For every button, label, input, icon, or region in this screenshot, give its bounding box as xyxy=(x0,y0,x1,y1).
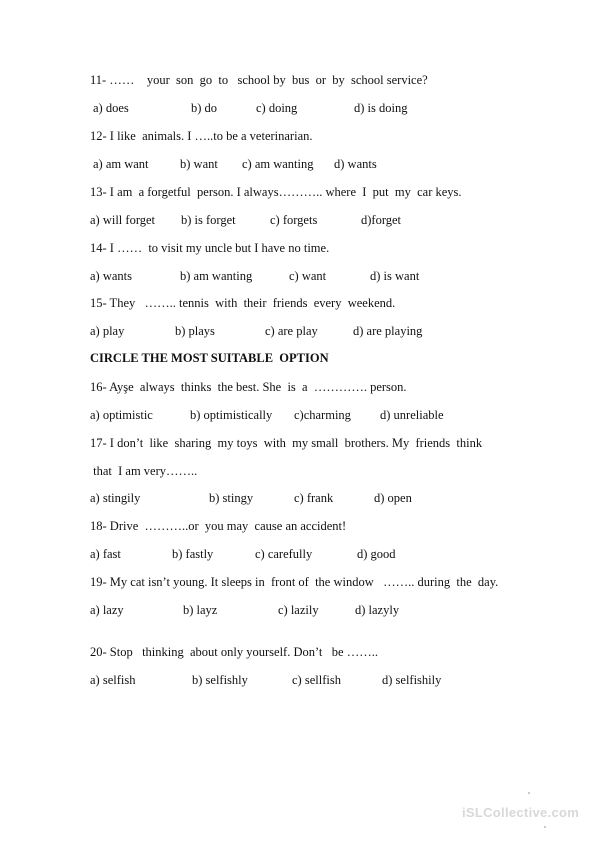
q12-option-b: b) want xyxy=(180,157,218,171)
question-19-stem: 19- My cat isn’t young. It sleeps in front of the window …….. during the day. xyxy=(90,575,499,589)
q13-option-a: a) will forget xyxy=(90,213,156,227)
q14-option-b: b) am wanting xyxy=(180,269,253,283)
q20-option-b: b) selfishly xyxy=(192,673,248,687)
question-13-stem: 13- I am a forgetful person. I always……….. where I put my car keys. xyxy=(90,185,462,199)
q12-option-c: c) am wanting xyxy=(242,157,314,171)
q17-option-c: c) frank xyxy=(294,491,334,505)
q18-option-d: d) good xyxy=(357,547,396,561)
question-15-stem: 15- They …….. tennis with their friends every weekend. xyxy=(90,296,396,310)
section-heading: CIRCLE THE MOST SUITABLE OPTION xyxy=(90,351,329,365)
q11-option-d: d) is doing xyxy=(354,101,408,115)
q11-option-c: c) doing xyxy=(256,101,298,115)
q17-option-d: d) open xyxy=(374,491,412,505)
q17-option-b: b) stingy xyxy=(209,491,254,505)
q15-option-d: d) are playing xyxy=(353,324,423,338)
q20-option-c: c) sellfish xyxy=(292,673,341,687)
q20-option-d: d) selfishily xyxy=(382,673,442,687)
q15-option-b: b) plays xyxy=(175,324,215,338)
question-17-stem: 17- I don’t like sharing my toys with my small brothers. My friends think xyxy=(90,436,483,450)
q16-option-d: d) unreliable xyxy=(380,408,444,422)
q18-option-b: b) fastly xyxy=(172,547,214,561)
decorative-dot xyxy=(528,792,530,794)
question-16-stem: 16- Ayşe always thinks the best. She is a …………. person. xyxy=(90,380,407,394)
q16-option-c: c)charming xyxy=(294,408,351,422)
q15-option-a: a) play xyxy=(90,324,125,338)
q16-option-a: a) optimistic xyxy=(90,408,153,422)
q17-option-a: a) stingily xyxy=(90,491,141,505)
q19-option-b: b) layz xyxy=(183,603,218,617)
q20-option-a: a) selfish xyxy=(90,673,136,687)
q13-option-c: c) forgets xyxy=(270,213,318,227)
watermark-logo: iSLCollective.com xyxy=(462,805,580,820)
question-12-stem: 12- I like animals. I …..to be a veterinarian. xyxy=(90,129,313,143)
decorative-dot xyxy=(544,826,546,828)
q13-option-d: d)forget xyxy=(361,213,402,227)
q13-option-b: b) is forget xyxy=(181,213,236,227)
q12-option-a: a) am want xyxy=(93,157,149,171)
q19-option-c: c) lazily xyxy=(278,603,319,617)
q18-option-a: a) fast xyxy=(90,547,121,561)
q18-option-c: c) carefully xyxy=(255,547,313,561)
question-20-stem: 20- Stop thinking about only yourself. Don’t be …….. xyxy=(90,645,378,659)
q14-option-c: c) want xyxy=(289,269,327,283)
question-11-stem: 11- …… your son go to school by bus or by school service? xyxy=(90,73,428,87)
q12-option-d: d) wants xyxy=(334,157,377,171)
q14-option-d: d) is want xyxy=(370,269,420,283)
q14-option-a: a) wants xyxy=(90,269,132,283)
q11-option-b: b) do xyxy=(191,101,218,115)
q16-option-b: b) optimistically xyxy=(190,408,273,422)
question-14-stem: 14- I …… to visit my uncle but I have no time. xyxy=(90,241,330,255)
q19-option-d: d) lazyly xyxy=(355,603,400,617)
q15-option-c: c) are play xyxy=(265,324,318,338)
question-17-stem-continued: that I am very…….. xyxy=(90,464,198,478)
q19-option-a: a) lazy xyxy=(90,603,124,617)
question-18-stem: 18- Drive ………..or you may cause an accident! xyxy=(90,519,347,533)
q11-option-a: a) does xyxy=(93,101,129,115)
